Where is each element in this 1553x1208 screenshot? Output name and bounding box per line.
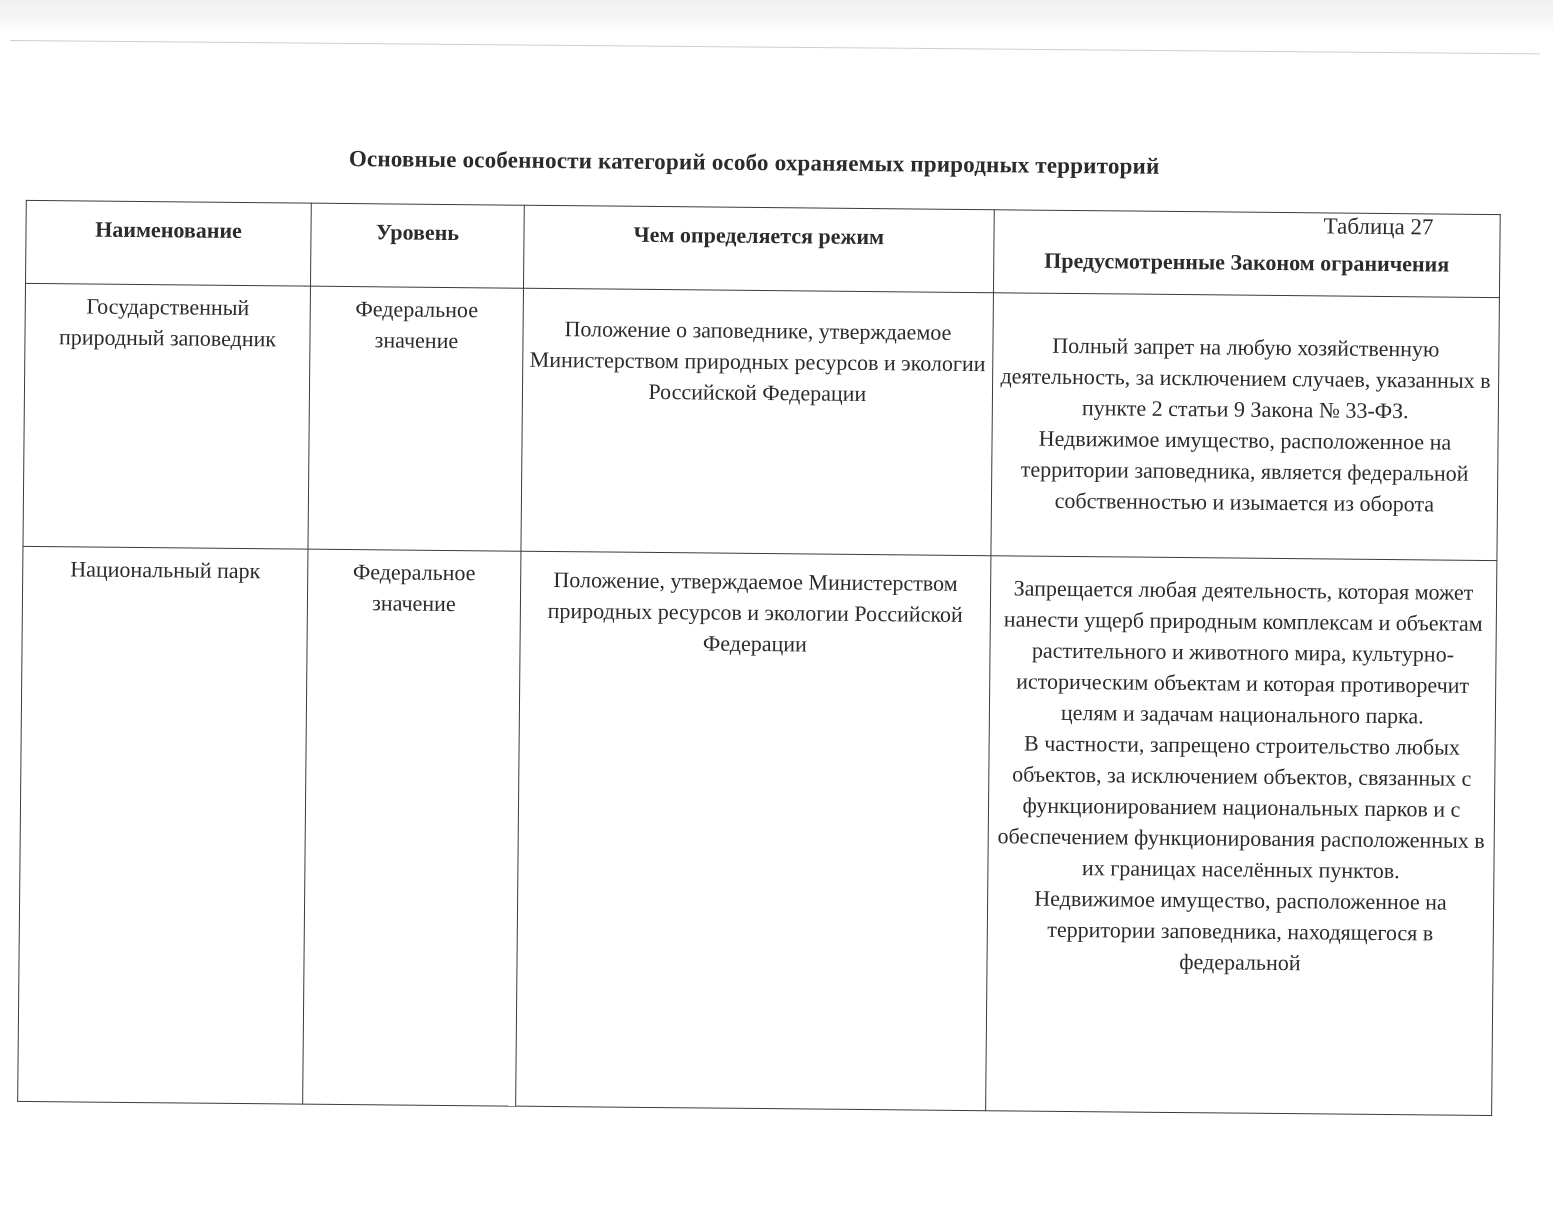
cell-level: Федеральное значение	[308, 286, 523, 551]
document-title: Основные особенности категорий особо охраняемых природных территорий	[348, 146, 1160, 179]
restriction-paragraph: Недвижимое имущество, расположенное на территории заповедника, находящегося в федеральной	[1034, 885, 1447, 976]
header-name: Наименование	[26, 200, 312, 286]
cell-regime-text: Положение о заповеднике, утверждаемое Министерством природных ресурсов и экологии Российской Федерации	[529, 316, 986, 407]
cell-regime	[521, 288, 993, 555]
table-row	[18, 546, 1497, 1115]
cell-name: Государственный природный заповедник	[23, 283, 311, 549]
cell-regime-text: Положение, утверждаемое Министерством природных ресурсов и экологии Российской Федерации	[547, 567, 963, 657]
restriction-paragraph: Запрещается любая деятельность, которая может нанести ущерб природным комплексам и объектам растительного и животного мира, культурно-историческим объектам и которая противоречит целям и задачам национального парка.	[1003, 575, 1483, 729]
header-regime: Чем определяется режим	[523, 205, 994, 293]
cell-regime	[515, 551, 990, 1110]
table-number: Таблица 27	[1323, 213, 1434, 240]
header-restrictions-text: Предусмотренные Законом ограничения	[1044, 247, 1450, 277]
cell-name: Национальный парк	[18, 546, 308, 1104]
cell-restrictions	[991, 293, 1500, 561]
restriction-paragraph: Полный запрет на любую хозяйственную деятельность, за исключением случаев, указанных в пункте 2 статьи 9 Закона № 33-ФЗ.	[1000, 332, 1491, 424]
restriction-paragraph: В частности, запрещено строительство любых объектов, за исключением объектов, связанных с функционированием национальных парков и с обеспечением функционирования расположенных в их границах населённых пунктов.	[997, 730, 1485, 884]
cell-level: Федеральное значение	[303, 549, 521, 1106]
table-header-row	[26, 200, 1501, 297]
header-level: Уровень	[311, 203, 525, 288]
table-row	[23, 283, 1499, 560]
protected-areas-table	[17, 200, 1501, 1116]
cell-restrictions	[985, 556, 1496, 1116]
restriction-paragraph: Недвижимое имущество, расположенное на территории заповедника, является федеральной собственностью и изымается из оборота	[1020, 425, 1469, 517]
